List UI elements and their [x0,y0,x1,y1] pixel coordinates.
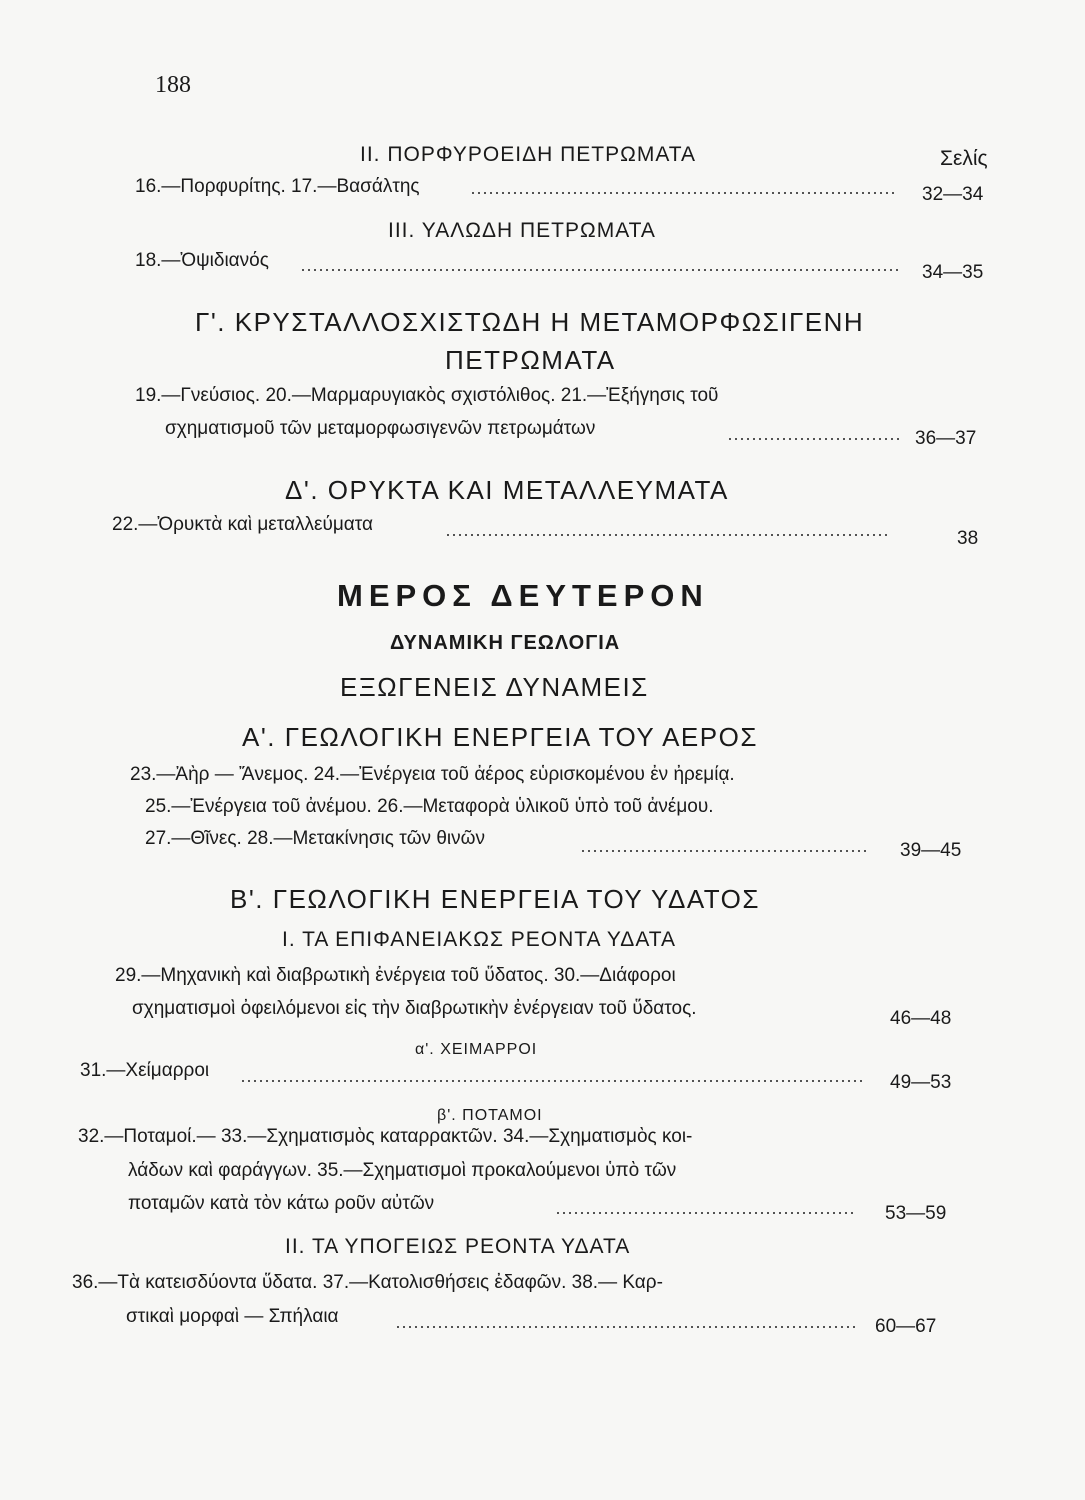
toc-entry-18: 18.—Ὀψιδιανός [135,250,269,271]
page-range: 36—37 [915,428,977,449]
page-range: 39—45 [900,840,962,861]
section-heading-air: Α'. ΓΕΩΛΟΓΙΚΗ ΕΝΕΡΓΕΙΑ ΤΟΥ ΑΕΡΟΣ [242,722,758,752]
dot-leader [445,534,890,536]
toc-entry-19-21: 19.—Γνεύσιος. 20.—Μαρμαρυγιακὸς σχιστόλιθος. 21.—Ἐξήγησις τοῦ [135,385,719,406]
page-range: 32—34 [922,184,984,205]
subsection-heading-rivers: β'. ΠΟΤΑΜΟΙ [437,1107,543,1124]
toc-entry-27-28: 27.—Θῖνες. 28.—Μετακίνησις τῶν θινῶν [145,828,485,849]
toc-entry-23-24: 23.—Ἀὴρ — Ἄνεμος. 24.—Ἐνέργεια τοῦ ἀέρος εὑρισκομένου ἐν ἠρεμίᾳ. [130,764,735,785]
dot-leader [727,438,902,440]
subsection-heading-surface-water: Ι. ΤΑ ΕΠΙΦΑΝΕΙΑΚΩΣ ΡΕΟΝΤΑ ΥΔΑΤΑ [282,928,677,951]
page-range: 34—35 [922,262,984,283]
page-number: 188 [155,72,191,98]
section-heading-metamorphic-cont: ΠΕΤΡΩΜΑΤΑ [445,345,616,375]
section-heading-water: Β'. ΓΕΩΛΟΓΙΚΗ ΕΝΕΡΓΕΙΑ ΤΟΥ ΥΔΑΤΟΣ [230,884,760,914]
dot-leader [240,1080,865,1082]
toc-entry-35-cont: ποταμῶν κατὰ τὸν κάτω ροῦν αὐτῶν [128,1193,435,1214]
toc-entry-31: 31.—Χείμαρροι [80,1060,210,1081]
toc-entry-38-cont: στικαὶ μορφαὶ — Σπήλαια [126,1306,339,1327]
page-range: 53—59 [885,1203,947,1224]
dot-leader [300,269,900,271]
page-column-header: Σελίς [940,147,988,170]
dot-leader [395,1326,855,1328]
part-subtitle: ΔΥΝΑΜΙΚΗ ΓΕΩΛΟΓΙΑ [390,632,621,654]
section-heading-porphyritic: ΙΙ. ΠΟΡΦΥΡΟΕΙΔΗ ΠΕΤΡΩΜΑΤΑ [360,143,697,166]
toc-entry-25-26: 25.—Ἐνέργεια τοῦ ἀνέμου. 26.—Μεταφορὰ ὑλικοῦ ὑπὸ τοῦ ἀνέμου. [145,796,714,817]
page-range: 60—67 [875,1316,937,1337]
page-range: 38 [957,528,979,549]
toc-entry-21-cont: σχηματισμοῦ τῶν μεταμορφωσιγενῶν πετρωμάτων [165,418,596,439]
forces-heading: ΕΞΩΓΕΝΕΙΣ ΔΥΝΑΜΕΙΣ [340,672,649,702]
subsection-heading-torrents: α'. ΧΕΙΜΑΡΡΟΙ [415,1041,538,1058]
dot-leader [555,1212,855,1214]
page-range: 49—53 [890,1072,952,1093]
toc-entry-30-cont: σχηματισμοὶ ὀφειλόμενοι εἰς τὴν διαβρωτικὴν ἐνέργειαν τοῦ ὕδατος. [132,998,697,1019]
part-title: ΜΕΡΟΣ ΔΕΥΤΕΡΟΝ [337,578,709,613]
toc-entry-36-38: 36.—Τὰ κατεισδύοντα ὕδατα. 37.—Κατολισθήσεις ἐδαφῶν. 38.— Καρ- [72,1272,663,1293]
page-range: 46—48 [890,1008,952,1029]
toc-entry-22: 22.—Ὀρυκτὰ καὶ μεταλλεύματα [112,514,373,535]
dot-leader [580,850,870,852]
section-heading-metamorphic: Γ'. ΚΡΥΣΤΑΛΛΟΣΧΙΣΤΩΔΗ Η ΜΕΤΑΜΟΡΦΩΣΙΓΕΝΗ [195,307,865,337]
toc-entry-32-34: 32.—Ποταμοί.— 33.—Σχηματισμὸς καταρρακτῶν. 34.—Σχηματισμὸς κοι- [78,1126,693,1147]
toc-entry-34-35: λάδων καὶ φαράγγων. 35.—Σχηματισμοὶ προκαλούμενοι ὑπὸ τῶν [128,1160,677,1181]
section-heading-minerals: Δ'. ΟΡΥΚΤΑ ΚΑΙ ΜΕΤΑΛΛΕΥΜΑΤΑ [285,475,729,505]
toc-entry-16-17: 16.—Πορφυρίτης. 17.—Βασάλτης [135,176,420,197]
dot-leader [470,192,895,194]
toc-entry-29-30: 29.—Μηχανικὴ καὶ διαβρωτικὴ ἐνέργεια τοῦ ὕδατος. 30.—Διάφοροι [115,965,676,986]
subsection-heading-underground-water: ΙΙ. ΤΑ ΥΠΟΓΕΙΩΣ ΡΕΟΝΤΑ ΥΔΑΤΑ [285,1235,631,1258]
section-heading-vitreous: ΙΙΙ. ΥΑΛΩΔΗ ΠΕΤΡΩΜΑΤΑ [388,219,656,242]
